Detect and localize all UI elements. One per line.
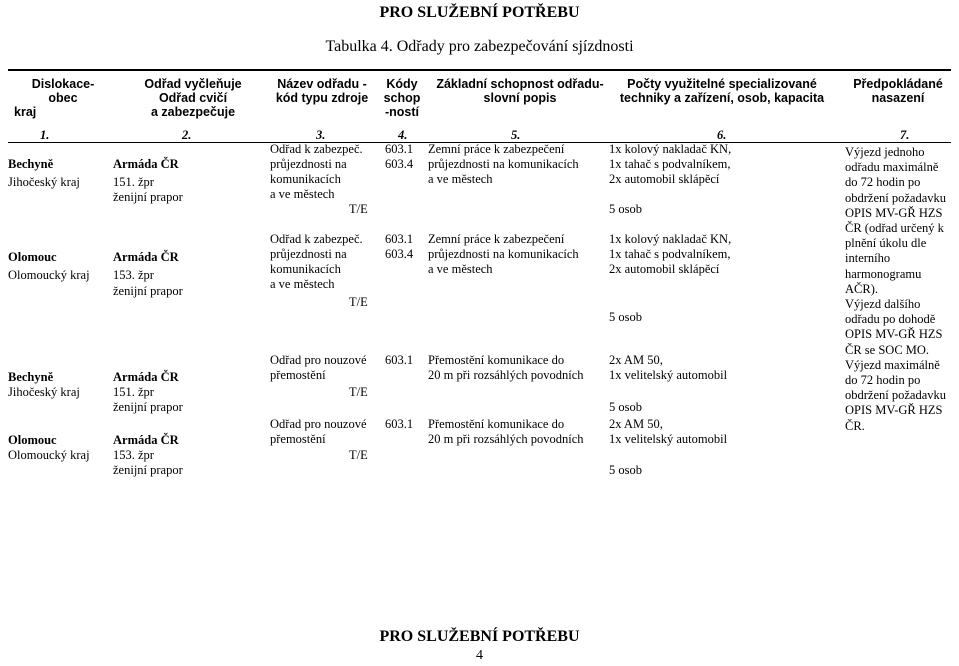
- page-number: 4: [476, 648, 483, 663]
- row-code: T/E: [349, 448, 368, 462]
- row-unit-type: ženijní prapor: [113, 400, 183, 414]
- row-persons: 5 osob: [609, 400, 642, 414]
- row-name: Odřad k zabezpeč. průjezdnosti na komunikacích a ve městech: [270, 232, 363, 291]
- col-num-7: 7.: [900, 128, 910, 142]
- deployment-notes: Výjezd jednoho odřadu maximálně do 72 hodin po obdržení požadavku OPIS MV-GŘ HZS ČR (odřad určený k plnění úkolu dle interního harmonogramu AČR). Výjezd dalšího odřadu po dohodě OPIS MV-GŘ HZS ČR se SOC MO. Výjezd maximálně do 72 hodin po obdržení požadavku OPIS MV-GŘ HZS ČR.: [845, 145, 947, 433]
- row-code: T/E: [349, 385, 368, 399]
- col-num-2: 2.: [182, 128, 192, 142]
- classification-footer: PRO SLUŽEBNÍ POTŘEBU: [379, 628, 580, 645]
- row-capability: Zemní práce k zabezpečení průjezdnosti na komunikacích a ve městech: [428, 232, 579, 276]
- table-title: Tabulka 4. Odřady pro zabezpečování sjízdnosti: [325, 38, 634, 55]
- row-army: Armáda ČR: [113, 433, 179, 447]
- header-col-7: Předpokládané nasazení: [853, 77, 943, 105]
- row-city: Bechyně: [8, 370, 54, 384]
- row-capability: Přemostění komunikace do 20 m při rozsáhlých povodních: [428, 417, 584, 446]
- row-unit: 153. žpr: [113, 268, 154, 282]
- row-persons: 5 osob: [609, 463, 642, 477]
- row-unit-type: ženijní prapor: [113, 284, 183, 298]
- row-unit-type: ženijní prapor: [113, 463, 183, 477]
- row-region: Jihočeský kraj: [8, 385, 80, 399]
- row-persons: 5 osob: [609, 202, 642, 216]
- row-army: Armáda ČR: [113, 157, 179, 171]
- header-col-3: Název odřadu - kód typu zdroje: [275, 77, 369, 105]
- row-code: T/E: [349, 202, 368, 216]
- row-capability: Zemní práce k zabezpečení průjezdnosti na komunikacích a ve městech: [428, 142, 579, 186]
- row-persons: 5 osob: [609, 310, 642, 324]
- row-capability: Přemostění komunikace do 20 m při rozsáhlých povodních: [428, 353, 584, 382]
- row-city: Olomouc: [8, 250, 57, 264]
- col-num-1: 1.: [40, 128, 50, 142]
- row-equipment: 2x AM 50, 1x velitelský automobil: [609, 417, 728, 446]
- header-col-1: Dislokace- obec kraj: [14, 77, 95, 119]
- col-num-3: 3.: [316, 128, 326, 142]
- header-col-5: Základní schopnost odřadu- slovní popis: [436, 77, 604, 105]
- row-army: Armáda ČR: [113, 370, 179, 384]
- header-col-2: Odřad vyčleňuje Odřad cvičí a zabezpečuje: [144, 77, 242, 119]
- row-capability-codes: 603.1: [385, 417, 414, 431]
- classification-header: PRO SLUŽEBNÍ POTŘEBU: [379, 4, 580, 21]
- col-num-6: 6.: [717, 128, 727, 142]
- row-equipment: 1x kolový nakladač KN, 1x tahač s podvalníkem, 2x automobil sklápěcí: [609, 232, 732, 276]
- col-num-4: 4.: [398, 128, 408, 142]
- row-capability-codes: 603.1 603.4: [385, 232, 414, 261]
- table-top-rule: [8, 69, 951, 71]
- header-col-6: Počty využitelné specializované techniky a zařízení, osob, kapacita: [619, 77, 825, 105]
- row-region: Olomoucký kraj: [8, 268, 90, 282]
- row-capability-codes: 603.1: [385, 353, 414, 367]
- row-name: Odřad pro nouzové přemostění: [270, 417, 367, 446]
- col-num-5: 5.: [511, 128, 521, 142]
- row-unit: 153. žpr: [113, 448, 154, 462]
- row-equipment: 2x AM 50, 1x velitelský automobil: [609, 353, 728, 382]
- row-equipment: 1x kolový nakladač KN, 1x tahač s podvalníkem, 2x automobil sklápěcí: [609, 142, 732, 186]
- row-region: Olomoucký kraj: [8, 448, 90, 462]
- row-code: T/E: [349, 295, 368, 309]
- row-capability-codes: 603.1 603.4: [385, 142, 414, 171]
- row-city: Bechyně: [8, 157, 54, 171]
- row-region: Jihočeský kraj: [8, 175, 80, 189]
- header-col-4: Kódy schop -ností: [383, 77, 421, 119]
- row-name: Odřad pro nouzové přemostění: [270, 353, 367, 382]
- row-unit-type: ženijní prapor: [113, 190, 183, 204]
- row-army: Armáda ČR: [113, 250, 179, 264]
- row-unit: 151. žpr: [113, 385, 154, 399]
- row-city: Olomouc: [8, 433, 57, 447]
- row-name: Odřad k zabezpeč. průjezdnosti na komunikacích a ve městech: [270, 142, 363, 201]
- row-unit: 151. žpr: [113, 175, 154, 189]
